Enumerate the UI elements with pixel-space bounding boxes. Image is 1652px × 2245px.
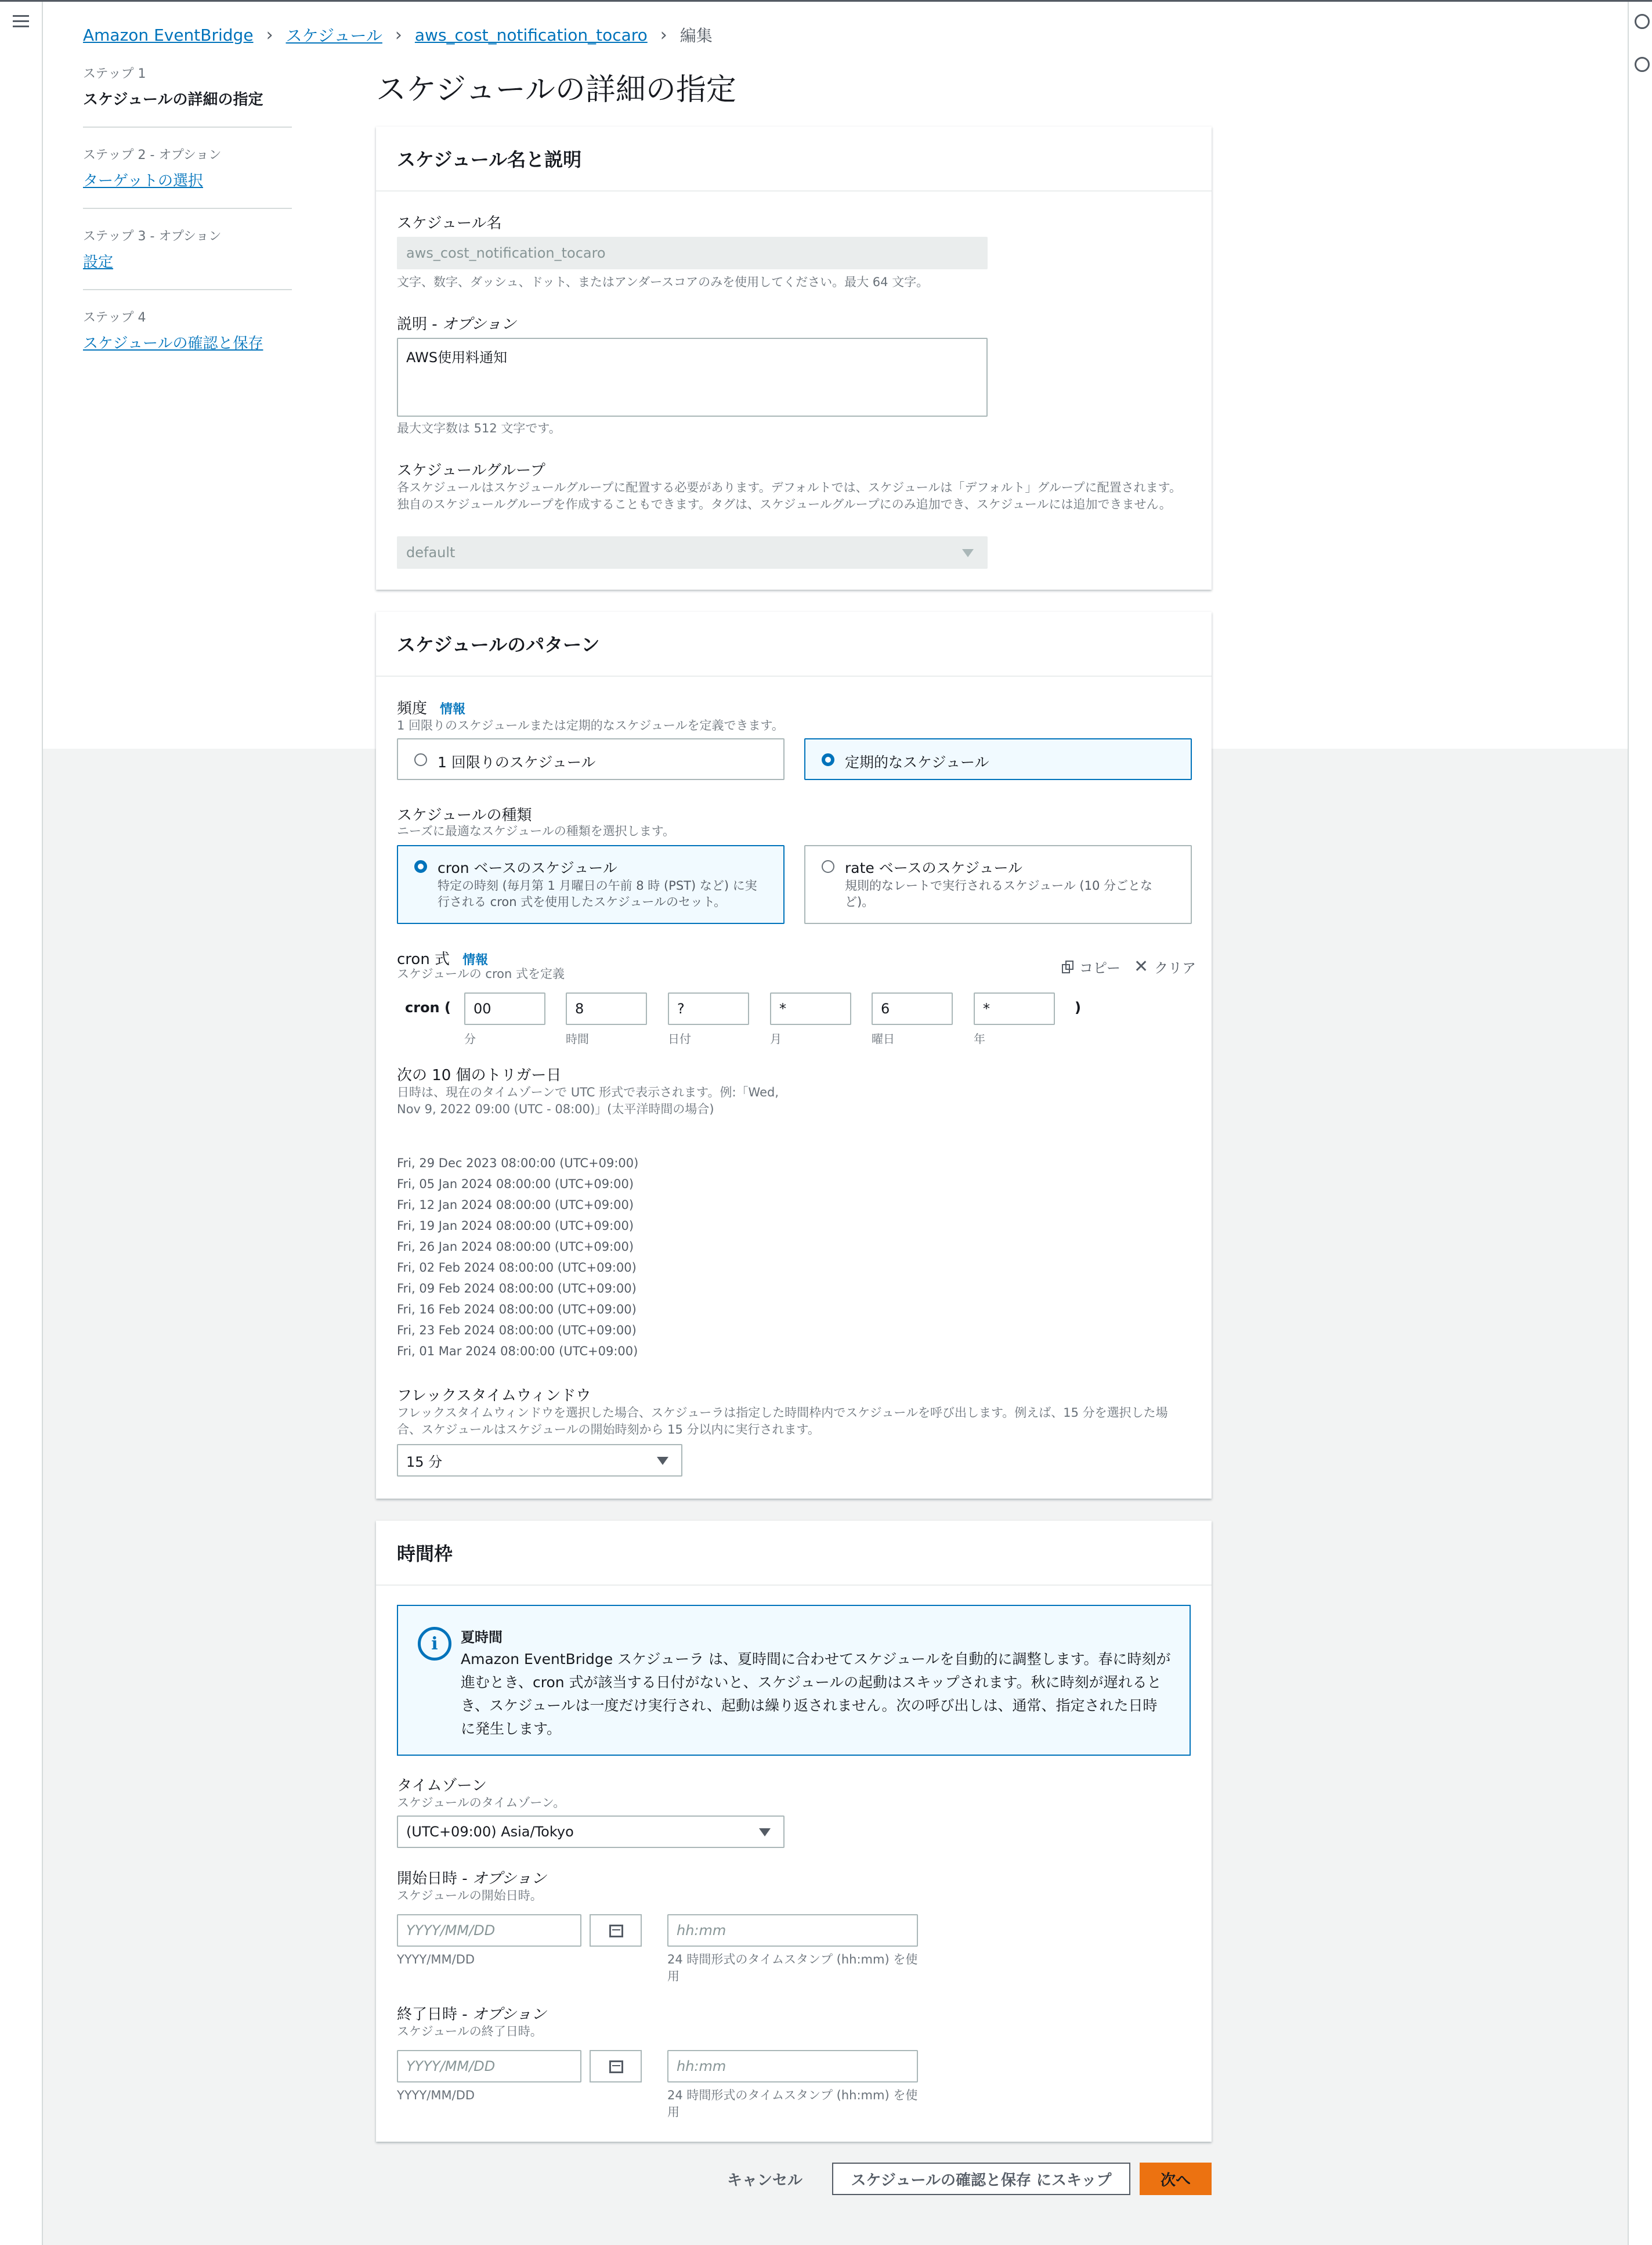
cron-expr-desc: スケジュールの cron 式を定義 [397, 967, 565, 981]
cron-hour-value: 8 [575, 1001, 584, 1017]
start-date-hint: YYYY/MM/DD [397, 1952, 475, 1966]
step-4 [83, 308, 292, 370]
step-link-targets[interactable]: ターゲットの選択 [83, 172, 203, 190]
clear-button[interactable] [1134, 957, 1196, 977]
description-label [397, 312, 516, 334]
end-time-placeholder: hh:mm [677, 2058, 726, 2074]
right-rail [1628, 0, 1652, 2245]
step-link-review[interactable]: スケジュールの確認と保存 [83, 335, 263, 352]
end-calendar-button[interactable] [590, 2050, 642, 2082]
cron-field-minute [464, 992, 545, 1046]
end-date-hint: YYYY/MM/DD [397, 2088, 475, 2102]
cron-minute-value: 00 [473, 1001, 491, 1017]
cron-day-label: 日付 [668, 1032, 691, 1046]
chevron-right-icon: › [395, 24, 402, 45]
frequency-info-link[interactable]: 情報 [440, 702, 466, 717]
flex-window-select[interactable] [397, 1444, 682, 1477]
page-title: スケジュールの詳細の指定 [376, 73, 736, 107]
pattern-panel [376, 612, 1212, 1499]
trigger-date: Fri, 23 Feb 2024 08:00:00 (UTC+09:00) [397, 1323, 637, 1337]
radio-cron[interactable] [414, 860, 427, 873]
timezone-select[interactable] [397, 1816, 785, 1848]
start-time-input[interactable] [667, 1914, 918, 1947]
radio-one-time[interactable] [414, 753, 427, 766]
start-date-desc: スケジュールの開始日時。 [397, 1889, 543, 1903]
breadcrumb-current: 編集 [679, 26, 713, 45]
optional-text: オプション [472, 1870, 547, 1887]
caret-down-icon [962, 549, 974, 557]
flex-window-desc: フレックスタイムウィンドウを選択した場合、スケジューラは指定した時間枠内でスケジュールを呼び出します。例えば、15 分を選択した場合、スケジュールはスケジュールの開始時刻から 15 分以内に実行されます。 [397, 1406, 1168, 1436]
breadcrumb-schedules[interactable]: スケジュール [285, 26, 382, 45]
cron-year-input[interactable] [974, 992, 1055, 1025]
start-time-hint: 24 時間形式のタイムスタンプ (hh:mm) を使用 [667, 1952, 918, 1983]
cron-field-weekday [872, 992, 953, 1046]
cron-tile-desc: 特定の時刻 (毎月第 1 月曜日の午前 8 時 (PST) など) に実行される cron 式を使用したスケジュールのセット。 [438, 879, 757, 909]
name-panel [376, 127, 1212, 590]
cron-month-input[interactable] [770, 992, 851, 1025]
frequency-one-time-tile[interactable] [397, 738, 785, 780]
optional-text: オプション [442, 316, 516, 333]
timezone-desc: スケジュールのタイムゾーン。 [397, 1796, 566, 1810]
schedule-type-desc: ニーズに最適なスケジュールの種類を選択します。 [397, 824, 675, 838]
end-date-label [397, 2002, 547, 2024]
step-label: ステップ 4 [83, 311, 146, 325]
flex-window-value: 15 分 [406, 1453, 443, 1470]
caret-down-icon [657, 1457, 668, 1465]
info-panel-icon[interactable] [1635, 14, 1650, 29]
trigger-dates-desc: 日時は、現在のタイムゾーンで UTC 形式で表示されます。例:「Wed, Nov 9, 2022 09:00 (UTC - 08:00)」(太平洋時間の場合) [397, 1085, 779, 1116]
step-2 [83, 145, 292, 209]
schedule-group-value: default [406, 544, 456, 561]
breadcrumb-schedule-name[interactable]: aws_cost_notification_tocaro [414, 25, 648, 45]
cron-field-year [974, 992, 1055, 1046]
end-time-hint: 24 時間形式のタイムスタンプ (hh:mm) を使用 [667, 2088, 918, 2119]
chevron-right-icon: › [266, 24, 273, 45]
trigger-date: Fri, 12 Jan 2024 08:00:00 (UTC+09:00) [397, 1198, 634, 1212]
cron-expr-label-text: cron 式 [397, 951, 450, 968]
frequency-desc: 1 回限りのスケジュールまたは定期的なスケジュールを定義できます。 [397, 719, 784, 732]
left-rail [0, 0, 43, 2245]
cron-weekday-value: 6 [881, 1001, 890, 1017]
trigger-date: Fri, 29 Dec 2023 08:00:00 (UTC+09:00) [397, 1156, 639, 1170]
cron-day-value: ? [677, 1001, 685, 1017]
cron-month-label: 月 [770, 1032, 782, 1046]
end-date-placeholder: YYYY/MM/DD [406, 2058, 496, 2074]
one-time-label: 1 回限りのスケジュール [438, 754, 596, 771]
copy-label: コピー [1079, 960, 1121, 976]
cron-year-value: * [983, 1001, 990, 1017]
alert-title: 夏時間 [461, 1629, 503, 1645]
step-name: スケジュールの詳細の指定 [83, 91, 263, 109]
description-label-text: 説明 - [397, 316, 442, 333]
start-date-placeholder: YYYY/MM/DD [406, 1922, 496, 1939]
cron-minute-label: 分 [464, 1032, 476, 1046]
step-3 [83, 226, 292, 290]
rate-tile-desc: 規則的なレートで実行されるスケジュール (10 分ごとなど)。 [845, 879, 1153, 909]
cron-expression-row [376, 992, 1212, 1056]
dst-info-alert [397, 1605, 1191, 1756]
panel-header: スケジュール名と説明 [376, 127, 1212, 192]
schedule-name-label: スケジュール名 [397, 215, 502, 232]
radio-recurring[interactable] [822, 753, 834, 766]
calendar-icon [609, 1925, 623, 1937]
breadcrumb [83, 23, 713, 46]
schedule-name-value: aws_cost_notification_tocaro [406, 245, 606, 261]
cron-based-tile[interactable] [397, 845, 785, 924]
start-time-placeholder: hh:mm [677, 1922, 726, 1939]
close-icon: ✕ [1134, 956, 1149, 977]
cron-tile-title: cron ベースのスケジュール [438, 860, 617, 876]
trigger-dates-label: 次の 10 個のトリガー日 [397, 1067, 562, 1084]
schedule-type-label: スケジュールの種類 [397, 807, 532, 824]
start-date-label-text: 開始日時 - [397, 1870, 472, 1887]
step-1 [83, 64, 292, 128]
trigger-date: Fri, 01 Mar 2024 08:00:00 (UTC+09:00) [397, 1344, 638, 1358]
skip-to-review-button[interactable]: スケジュールの確認と保存 にスキップ [832, 2163, 1130, 2195]
description-value: AWS使用料通知 [406, 349, 508, 366]
step-label: ステップ 1 [83, 67, 146, 81]
copy-icon [1062, 961, 1073, 973]
flex-window-label: フレックスタイムウィンドウ [397, 1387, 591, 1405]
step-link-settings[interactable]: 設定 [83, 254, 114, 271]
rate-based-tile[interactable] [804, 845, 1192, 924]
calendar-icon [609, 2060, 623, 2073]
trigger-date: Fri, 05 Jan 2024 08:00:00 (UTC+09:00) [397, 1177, 634, 1191]
frequency-recurring-tile[interactable] [804, 738, 1192, 780]
cron-weekday-input[interactable] [872, 992, 953, 1025]
cron-day-input[interactable] [668, 992, 749, 1025]
cron-close: ) [1075, 999, 1081, 1016]
rate-tile-title: rate ベースのスケジュール [845, 860, 1022, 876]
start-date-label [397, 1867, 547, 1888]
copy-button[interactable] [1062, 957, 1120, 977]
step-label: ステップ 2 - オプション [83, 148, 222, 163]
schedule-name-input [397, 237, 988, 269]
cron-year-label: 年 [974, 1032, 985, 1046]
cancel-button[interactable]: キャンセル [726, 2171, 802, 2189]
step-label: ステップ 3 - オプション [83, 229, 222, 244]
cron-field-month [770, 992, 851, 1046]
alert-body: Amazon EventBridge スケジューラ は、夏時間に合わせてスケジュールを自動的に調整します。春に時刻が進むとき、cron 式が該当する日付がないと、スケジュールの起動はスキップされます。秋に時刻が遅れるとき、スケジュールは一度だけ実行され、起動は繰り返されません。次の呼び出しは、通常、指定された日時に発生します。 [461, 1651, 1171, 1737]
schedule-name-hint: 文字、数字、ダッシュ、ドット、またはアンダースコアのみを使用してください。最大 64 文字。 [397, 275, 929, 289]
clear-label: クリア [1154, 960, 1196, 976]
recurring-label: 定期的なスケジュール [845, 754, 989, 771]
cron-month-value: * [779, 1001, 786, 1017]
timeframe-panel [376, 1521, 1212, 2142]
description-textarea[interactable] [397, 338, 988, 417]
info-icon: i [418, 1627, 451, 1661]
description-hint: 最大文字数は 512 文字です。 [397, 421, 561, 435]
end-date-label-text: 終了日時 - [397, 2006, 472, 2023]
trigger-date: Fri, 19 Jan 2024 08:00:00 (UTC+09:00) [397, 1219, 634, 1233]
cron-field-day [668, 992, 749, 1046]
trigger-date: Fri, 26 Jan 2024 08:00:00 (UTC+09:00) [397, 1240, 634, 1254]
timezone-value: (UTC+09:00) Asia/Tokyo [406, 1824, 574, 1840]
trigger-date: Fri, 16 Feb 2024 08:00:00 (UTC+09:00) [397, 1302, 637, 1316]
timezone-label: タイムゾーン [397, 1777, 487, 1795]
panel-header: 時間枠 [376, 1521, 1212, 1586]
start-date-input[interactable] [397, 1914, 581, 1947]
frequency-label [397, 696, 465, 718]
settings-icon[interactable] [1635, 57, 1650, 72]
cron-field-hour [566, 992, 647, 1046]
end-date-input[interactable] [397, 2050, 581, 2082]
next-button[interactable]: 次へ [1140, 2163, 1212, 2195]
end-date-desc: スケジュールの終了日時。 [397, 2024, 543, 2038]
chevron-right-icon: › [660, 24, 667, 45]
trigger-dates-list [397, 1153, 638, 1362]
cron-weekday-label: 曜日 [872, 1032, 895, 1046]
top-border [0, 0, 1652, 2]
cron-info-link[interactable]: 情報 [462, 953, 489, 968]
frequency-label-text: 頻度 [397, 700, 428, 717]
trigger-date: Fri, 09 Feb 2024 08:00:00 (UTC+09:00) [397, 1282, 637, 1295]
end-time-input[interactable] [667, 2050, 918, 2082]
cron-open: cron ( [405, 999, 451, 1016]
cron-hour-input[interactable] [566, 992, 647, 1025]
caret-down-icon [759, 1828, 771, 1836]
panel-header: スケジュールのパターン [376, 612, 1212, 677]
schedule-group-select [397, 536, 988, 569]
cron-hour-label: 時間 [566, 1032, 589, 1046]
breadcrumb-eventbridge[interactable]: Amazon EventBridge [83, 25, 254, 45]
menu-icon[interactable] [13, 15, 29, 28]
radio-rate[interactable] [822, 860, 834, 873]
cron-minute-input[interactable] [464, 992, 545, 1025]
wizard-steps [83, 64, 292, 388]
schedule-group-label: スケジュールグループ [397, 462, 545, 479]
start-calendar-button[interactable] [590, 1914, 642, 1947]
optional-text: オプション [472, 2006, 547, 2023]
schedule-group-desc: 各スケジュールはスケジュールグループに配置する必要があります。デフォルトでは、スケジュールは「デフォルト」グループに配置されます。独自のスケジュールグループを作成することもできます。タグは、スケジュールグループにのみ追加でき、スケジュールには追加できません。 [397, 481, 1181, 511]
trigger-date: Fri, 02 Feb 2024 08:00:00 (UTC+09:00) [397, 1261, 637, 1275]
